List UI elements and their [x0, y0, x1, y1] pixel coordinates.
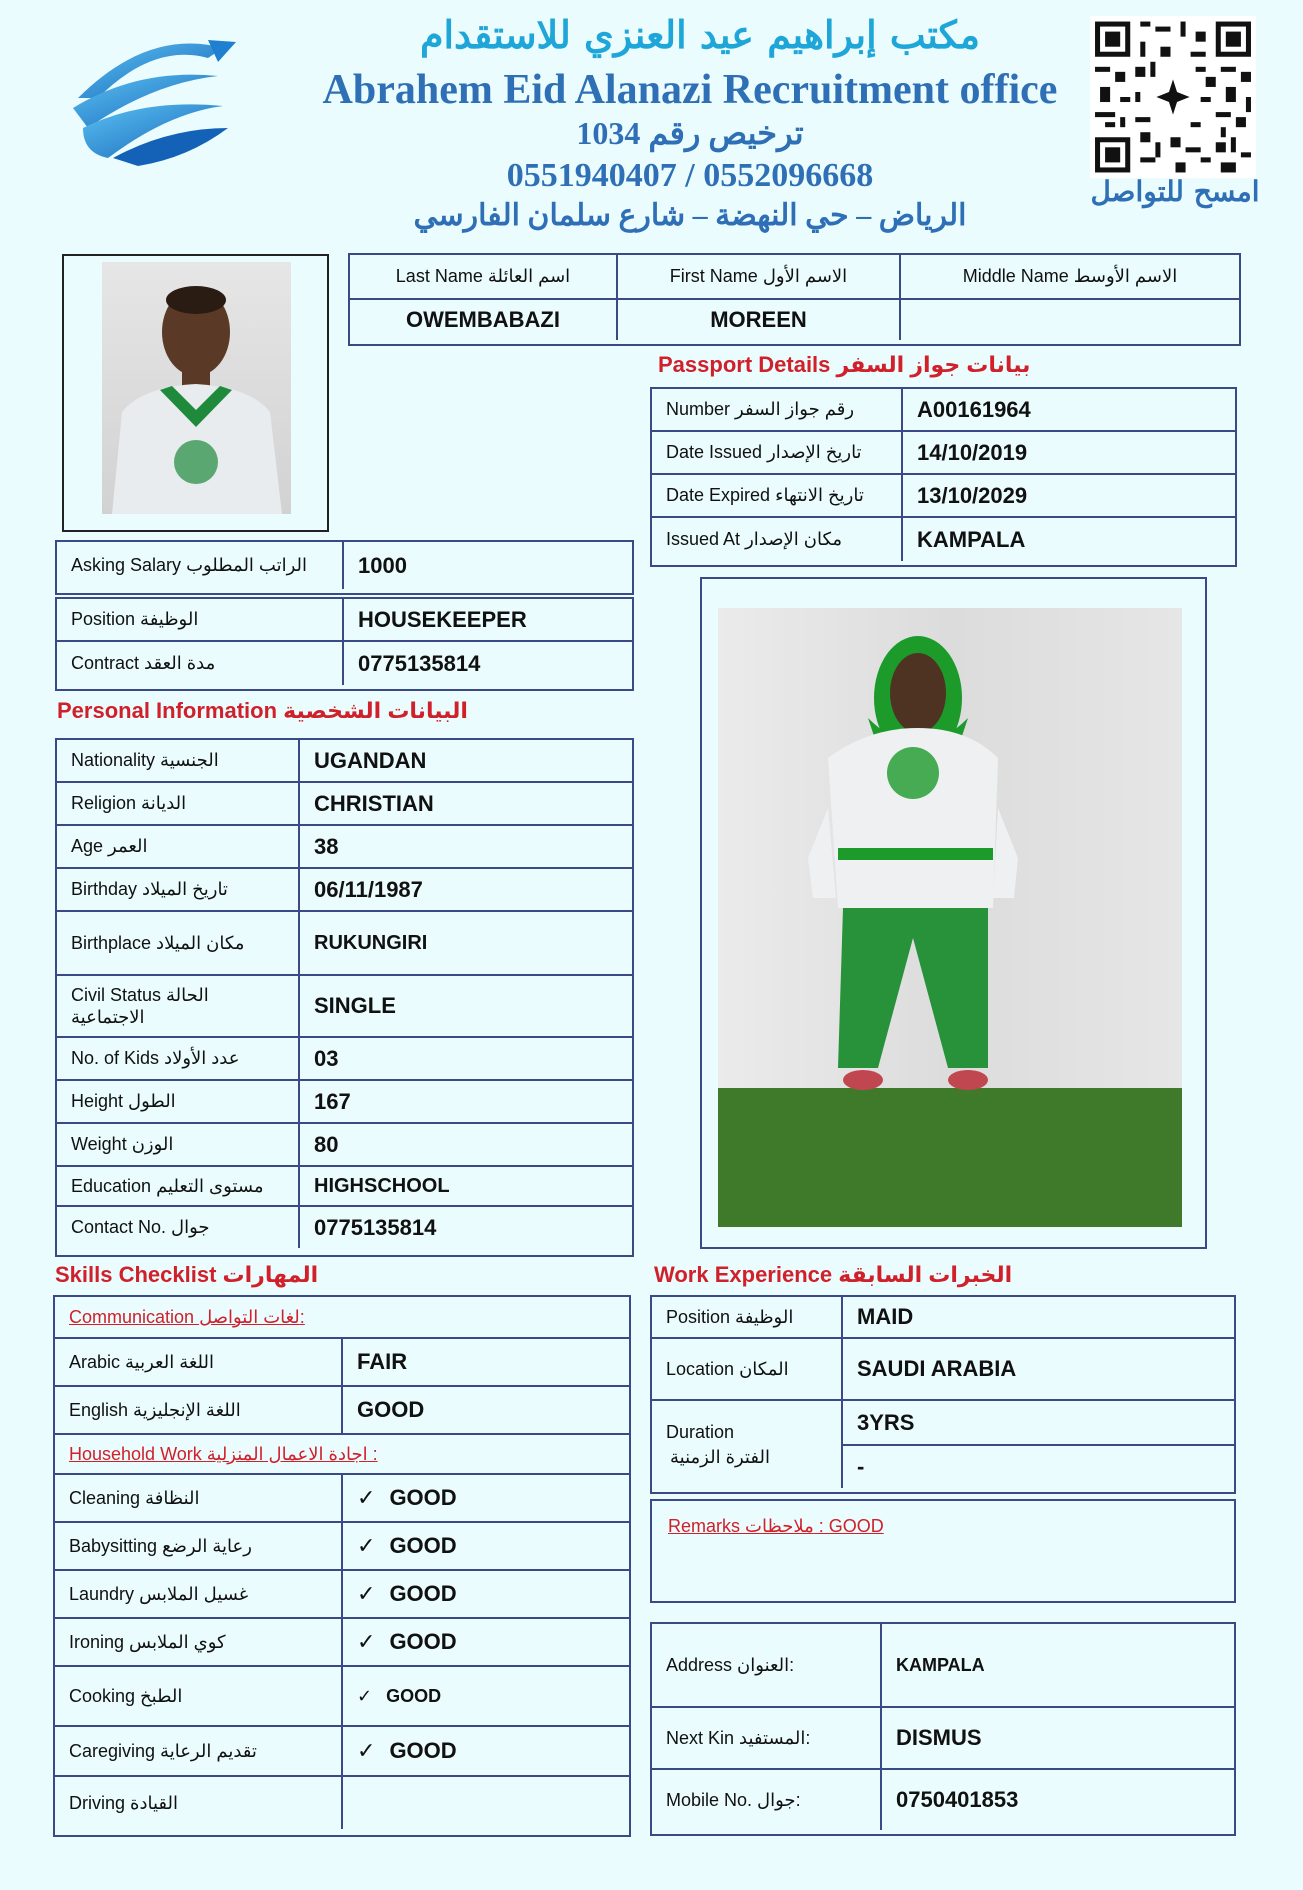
check-icon: ✓	[357, 1629, 376, 1654]
english-label: English اللغة الإنجليزية	[55, 1387, 343, 1433]
work-title: Work Experience الخبرات السابقة	[654, 1262, 1013, 1287]
personal-table	[55, 738, 634, 1257]
position-value: HOUSEKEEPER	[358, 606, 527, 632]
mobile-label: Mobile No. جوال:	[652, 1770, 882, 1830]
kids-value: 03	[314, 1045, 339, 1071]
height-value: 167	[314, 1088, 351, 1114]
last-name-label: Last Name اسم العائلة	[350, 255, 618, 298]
passport-table	[650, 387, 1237, 567]
communication-heading: Communication لغات التواصل:	[69, 1306, 305, 1327]
office-title-ar: مكتب إبراهيم عيد العنزي للاستقدام	[419, 12, 981, 57]
mobile-value: 0750401853	[896, 1787, 1019, 1812]
full-photo-frame	[700, 577, 1207, 1249]
first-name-value: MOREEN	[618, 300, 901, 340]
qr-caption: امسح للتواصل	[1090, 175, 1260, 208]
logo	[58, 28, 238, 168]
cleaning-label: Cleaning النظافة	[55, 1475, 343, 1521]
driving-label: Driving القيادة	[55, 1777, 343, 1829]
date-issued-label: Date Issued تاريخ الإصدار	[652, 432, 903, 473]
issued-at-label: Issued At مكان الإصدار	[652, 518, 903, 561]
date-expired-label: Date Expired تاريخ الانتهاء	[652, 475, 903, 516]
office-phones: 0551940407 / 0552096668	[506, 157, 874, 194]
work-duration-value: 3YRS	[843, 1401, 1234, 1446]
contract-value: 0775135814	[358, 650, 481, 676]
arabic-value: FAIR	[357, 1349, 408, 1374]
salary-value: 1000	[358, 552, 407, 578]
ironing-value: ✓ GOOD	[357, 1629, 457, 1654]
date-issued-value: 14/10/2019	[917, 439, 1028, 465]
office-title-en: Abrahem Eid Alanazi Recruitment office	[322, 67, 1058, 113]
arabic-label: Arabic اللغة العربية	[55, 1339, 343, 1385]
check-icon: ✓	[357, 1685, 373, 1706]
check-icon: ✓	[357, 1738, 376, 1763]
babysitting-value: ✓ GOOD	[357, 1533, 457, 1558]
skills-table	[53, 1295, 631, 1837]
religion-label: Religion الديانة	[57, 783, 300, 824]
caregiving-label: Caregiving تقديم الرعاية	[55, 1727, 343, 1775]
cooking-value: ✓ GOOD	[357, 1685, 442, 1706]
birthday-value: 06/11/1987	[314, 876, 423, 902]
check-icon: ✓	[357, 1533, 376, 1558]
passport-number-value: A00161964	[917, 396, 1031, 422]
profile-photo	[102, 262, 291, 514]
check-icon: ✓	[357, 1485, 376, 1510]
passport-number-label: Number رقم جواز السفر	[652, 389, 903, 430]
qr-code[interactable]	[1090, 16, 1256, 178]
work-position-label: Position الوظيفة	[652, 1297, 843, 1337]
age-label: Age العمر	[57, 826, 300, 867]
check-icon: ✓	[357, 1581, 376, 1606]
work-location-value: SAUDI ARABIA	[857, 1356, 1017, 1381]
cooking-label: Cooking الطبخ	[55, 1667, 343, 1725]
nationality-value: UGANDAN	[314, 747, 427, 773]
laundry-label: Laundry غسيل الملابس	[55, 1571, 343, 1617]
work-duration-values	[843, 1401, 1234, 1488]
household-heading: Household Work اجادة الاعمال المنزلية :	[69, 1443, 378, 1464]
work-location-label: Location المكان	[652, 1339, 843, 1399]
birthplace-label: Birthplace مكان الميلاد	[57, 912, 300, 974]
remarks-box	[650, 1499, 1236, 1603]
position-label: Position الوظيفة	[57, 599, 344, 640]
english-value: GOOD	[357, 1397, 425, 1422]
weight-label: Weight الوزن	[57, 1124, 300, 1165]
issued-at-value: KAMPALA	[917, 526, 1026, 552]
office-address: الرياض – حي النهضة – شارع سلمان الفارسي	[413, 199, 967, 232]
laundry-value: ✓ GOOD	[357, 1581, 457, 1606]
civil-status-value: SINGLE	[314, 993, 396, 1018]
work-table	[650, 1295, 1236, 1494]
next-kin-value: DISMUS	[896, 1725, 982, 1750]
weight-value: 80	[314, 1131, 339, 1157]
contact-table	[650, 1622, 1236, 1836]
first-name-label: First Name الاسم الأول	[618, 255, 901, 298]
profile-photo-frame	[62, 254, 329, 532]
full-body-photo	[718, 608, 1182, 1227]
education-value: HIGHSCHOOL	[314, 1174, 450, 1197]
passport-title: Passport Details بيانات جواز السفر	[658, 352, 1031, 377]
cleaning-value: ✓ GOOD	[357, 1485, 457, 1510]
contract-label: Contract مدة العقد	[57, 642, 344, 685]
work-position-value: MAID	[857, 1304, 914, 1329]
work-duration-label: Duration الفترة الزمنية	[652, 1401, 843, 1488]
caregiving-value: ✓ GOOD	[357, 1738, 457, 1763]
babysitting-label: Babysitting رعاية الرضع	[55, 1523, 343, 1569]
date-expired-value: 13/10/2029	[917, 482, 1028, 508]
nationality-label: Nationality الجنسية	[57, 740, 300, 781]
contact-no-label: Contact No. جوال	[57, 1207, 300, 1248]
license-number: ترخيص رقم 1034	[576, 115, 804, 151]
middle-name-label: Middle Name الاسم الأوسط	[962, 266, 1178, 286]
height-label: Height الطول	[57, 1081, 300, 1122]
last-name-value: OWEMBABAZI	[350, 300, 618, 340]
personal-title: Personal Information البيانات الشخصية	[57, 698, 468, 723]
skills-title: Skills Checklist المهارات	[55, 1262, 319, 1287]
religion-value: CHRISTIAN	[314, 790, 434, 816]
birthplace-value: RUKUNGIRI	[314, 931, 428, 954]
address-label: Address العنوان:	[652, 1624, 882, 1706]
civil-status-label: Civil Status الحالة الاجتماعية	[57, 976, 300, 1036]
birthday-label: Birthday تاريخ الميلاد	[57, 869, 300, 910]
kids-label: No. of Kids عدد الأولاد	[57, 1038, 300, 1079]
middle-name-value	[901, 300, 1239, 340]
contact-no-value: 0775135814	[314, 1214, 437, 1240]
names-table	[348, 253, 1241, 346]
remarks-text: Remarks ملاحظات : GOOD	[668, 1516, 884, 1536]
position-table	[55, 597, 634, 691]
salary-table	[55, 540, 634, 595]
age-value: 38	[314, 833, 339, 859]
work-duration-value2: -	[857, 1454, 865, 1479]
salary-label: Asking Salary الراتب المطلوب	[57, 542, 344, 589]
next-kin-label: Next Kin المستفيد:	[652, 1708, 882, 1768]
address-value: KAMPALA	[896, 1654, 985, 1675]
education-label: Education مستوى التعليم	[57, 1167, 300, 1205]
ironing-label: Ironing كوي الملابس	[55, 1619, 343, 1665]
driving-value	[343, 1777, 629, 1829]
